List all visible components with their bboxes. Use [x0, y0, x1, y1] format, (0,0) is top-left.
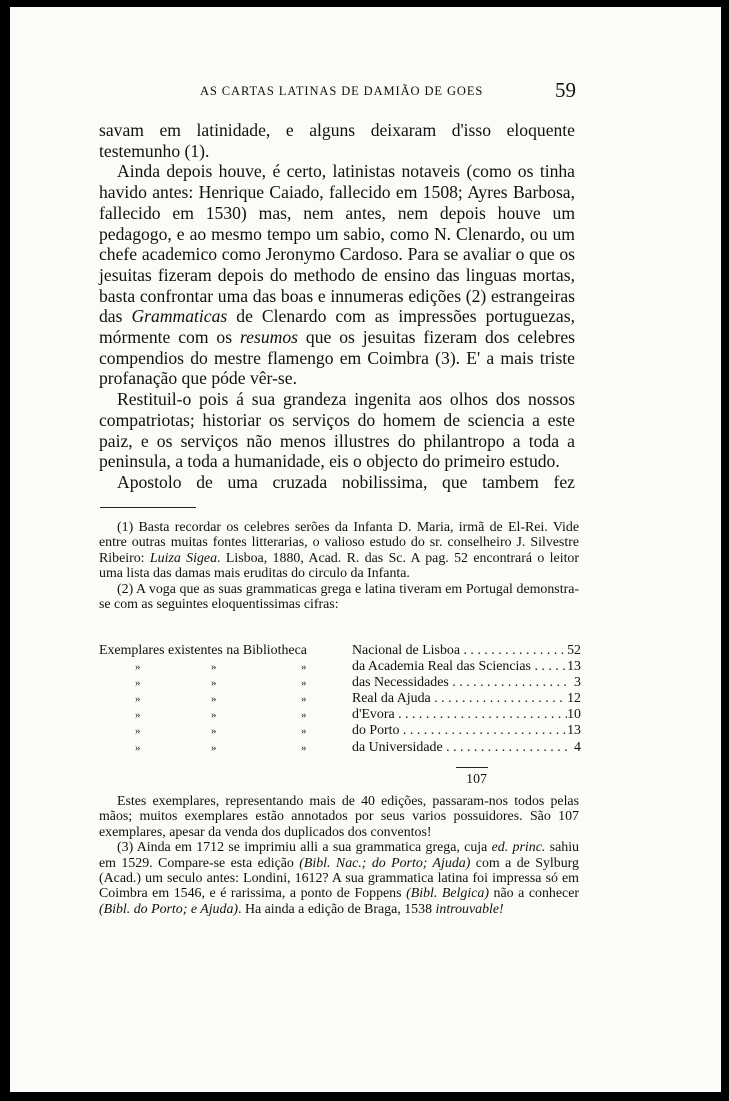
copy-count: 13 [567, 723, 581, 739]
ditto-mark: » [301, 661, 307, 674]
ditto-mark: » [301, 725, 307, 738]
table-label: Exemplares existentes na Bibliotheca [99, 643, 307, 658]
footnotes [99, 520, 579, 612]
ditto-mark: » [135, 725, 141, 738]
paragraph-latinists: Ainda depois houve, é certo, latinistas notaveis (como os tinha havido antes: Henrique Caiado, fallecido em 1508; Ayres Barbosa, fallecido em 1530) mas, nem antes, nem depois houve um pedagogo, e ao mesmo tempo um sabio, como N. Clenardo, ou um chefe academico como Jeronymo Cardoso. Para se avaliar o que os jesuitas fizeram depois do methodo de ensino das linguas mortas, basta confrontar uma das boas e innumeras edições (2) estrangeiras das Grammaticas de Clenardo com as impressões portuguezas, mórmente com os resumos que os jesuitas fizeram dos celebres compendios do mestre flamengo em Coimbra (3). E' a mais triste profanação que póde vêr-se. [99, 161, 575, 389]
footnote-1: (1) Basta recordar os celebres serões da Infanta D. Maria, irmã de El-Rei. Vide entre outras muitas fontes litterarias, o valioso estudo do sr. conselheiro J. Silvestre Ribeiro: Luiza Sigea. Lisboa, 1880, Acad. R. das Sc. A pag. 52 encontrará o leitor uma lista das damas mais eruditas do circulo da Infanta. [99, 520, 579, 582]
ditto-mark: » [301, 693, 307, 706]
institution: d'Evora . . . [352, 707, 567, 723]
footnote-2: (2) A voga que as suas grammaticas grega e latina tiveram em Portugal demonstra-se com as seguintes eloquentissimas cifras: [99, 581, 579, 613]
table-row [99, 723, 581, 739]
ditto-mark: » [211, 725, 217, 738]
copy-count: 13 [567, 659, 581, 675]
book-page [10, 7, 721, 1092]
institution: do Porto . . . [352, 723, 567, 739]
main-text [99, 120, 575, 493]
footnote-3: (3) Ainda em 1712 se imprimiu alli a sua grammatica grega, cuja ed. princ. sahiu em 1529. Compare-se esta edição (Bibl. Nac.; do Porto; Ajuda) com a de Sylburg (Acad.) um seculo antes: Londini, 1612? A sua grammatica latina foi impressa só em Coimbra em 1546, e é rarissima, a ponto de Foppens (Bibl. Belgica) não a conhecer (Bibl. do Porto; e Ajuda). Ha ainda a edição de Braga, 1538 introuvable! [99, 840, 579, 917]
institution: Nacional de Lisboa . . . [352, 643, 567, 659]
footnotes-continued [99, 794, 579, 917]
page-number: 59 [555, 78, 576, 102]
ditto-mark: » [135, 661, 141, 674]
paragraph-continued: savam em latinidade, e alguns deixaram d'isso eloquente testemunho (1). [99, 120, 575, 161]
institution: da Academia Real das Sciencias . . . [352, 659, 567, 675]
copy-count: 10 [567, 707, 581, 723]
paragraph-restitution: Restituil-o pois á sua grandeza ingenita aos olhos dos nossos compatriotas; historiar os serviços do homem de sciencia a este paiz, e os serviços não menos illustres do philantropo a toda a peninsula, a toda a humanidade, eis o objecto do primeiro estudo. [99, 389, 575, 472]
ditto-mark: » [301, 677, 307, 690]
copies-table [99, 643, 581, 756]
ditto-mark: » [211, 661, 217, 674]
table-row [99, 740, 581, 756]
table-row [99, 675, 581, 691]
paragraph-apostle: Apostolo de uma cruzada nobilissima, que tambem fez [117, 471, 575, 492]
copies-remark: Estes exemplares, representando mais de 40 edições, passaram-nos todos pelas mãos; muitos exemplares estão annotados por seus varios possuidores. São 107 exemplares, apesar da venda dos duplicados dos conventos! [99, 794, 579, 840]
footnote-divider [100, 507, 196, 508]
sum-divider [456, 767, 488, 768]
ditto-mark: » [135, 741, 141, 754]
table-row [99, 643, 581, 659]
ditto-mark: » [135, 677, 141, 690]
ditto-mark: » [211, 709, 217, 722]
ditto-mark: » [301, 709, 307, 722]
copy-count: 3 [574, 675, 581, 691]
ditto-mark: » [211, 677, 217, 690]
table-row [99, 659, 581, 675]
total-copies: 107 [466, 772, 487, 787]
page-header [10, 78, 721, 102]
institution: Real da Ajuda . . . [352, 691, 567, 707]
table-row [99, 691, 581, 707]
table-row [99, 707, 581, 723]
ditto-mark: » [135, 709, 141, 722]
ditto-mark: » [301, 741, 307, 754]
copy-count: 4 [574, 739, 581, 755]
copy-count: 52 [567, 643, 581, 658]
ditto-mark: » [211, 693, 217, 706]
ditto-mark: » [211, 741, 217, 754]
institution: das Necessidades . . . [352, 675, 567, 691]
ditto-mark: » [135, 693, 141, 706]
institution: da Universidade . . . [352, 740, 567, 756]
copy-count: 12 [567, 691, 581, 707]
running-title: AS CARTAS LATINAS DE DAMIÃO DE GOES [200, 84, 484, 98]
